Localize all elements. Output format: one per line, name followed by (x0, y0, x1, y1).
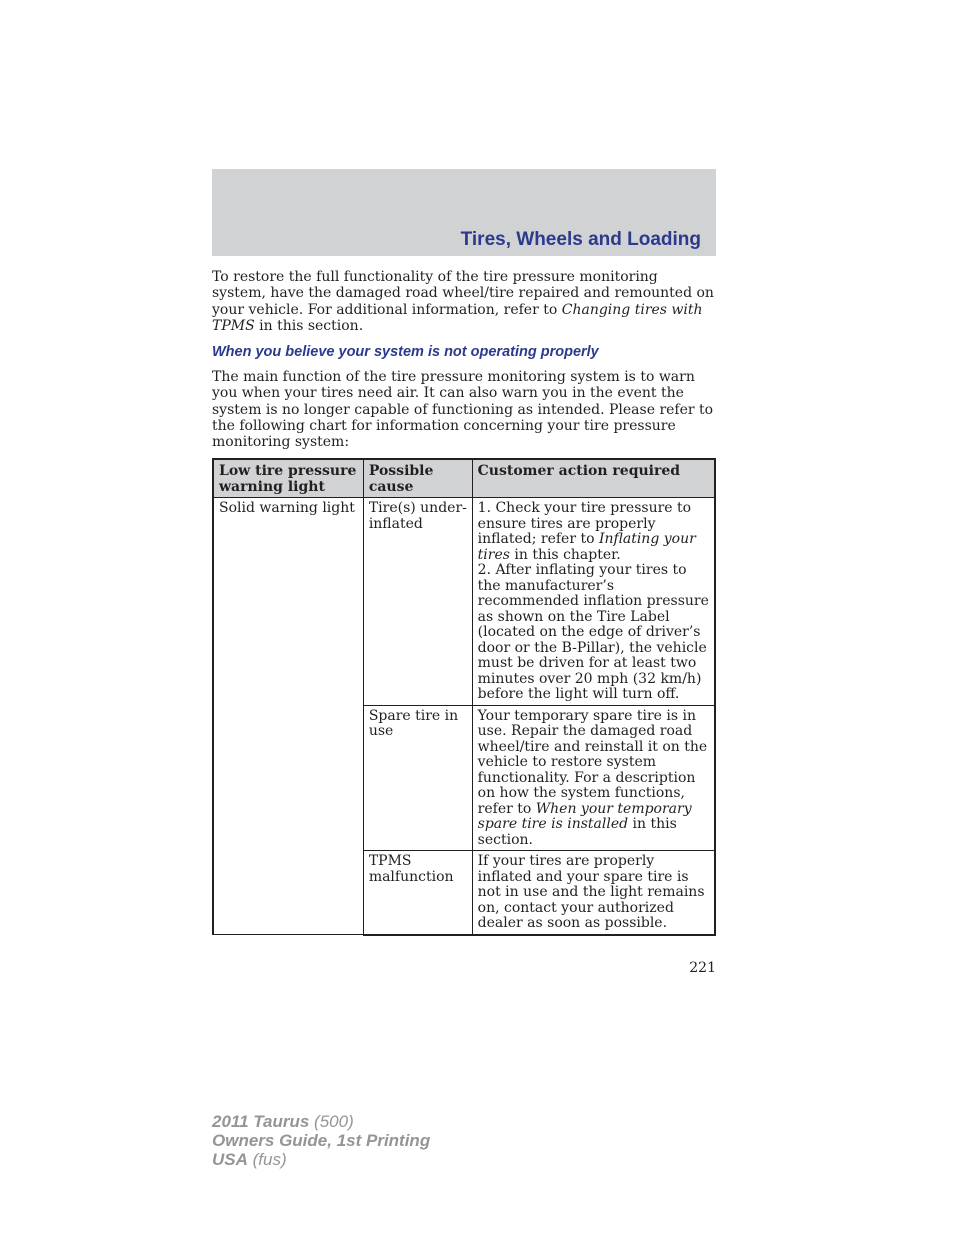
intro-reference: Changing tires with TPMS (212, 301, 703, 334)
footer (212, 1112, 430, 1169)
action-reference: When your temporary spare tire is installed (477, 800, 692, 832)
column-header: Low tire pressure warning light (213, 459, 363, 498)
page-number: 221 (689, 960, 716, 976)
action-text: in this chapter. (509, 546, 621, 563)
action-reference: Inflating your tires (477, 531, 696, 563)
body-paragraph: The main function of the tire pressure monitoring system is to warn you when your tires need air. It can also warn you in the event the system is no longer capable of functioning as intended. Please refer to the following chart for information concerning your tire pressure monitoring system: (212, 369, 714, 451)
action-cell (472, 498, 715, 706)
footer-market-code: (fus) (247, 1150, 287, 1169)
action-text: 2. After inflating your tires to the manufacturer’s recommended inflation pressure as shown on the Tire Label (located on the edge of driver’s door or the B-Pillar), the vehicle must be driven for at least two minutes over 20 mph (32 km/h) before the light will turn off. (477, 562, 709, 702)
footer-guide: Owners Guide, 1st Printing (212, 1131, 431, 1150)
footer-market: USA (212, 1150, 248, 1169)
subheading: When you believe your system is not operating properly (212, 344, 599, 360)
action-text: in this section. (477, 816, 677, 848)
column-header: Customer action required (472, 459, 715, 498)
light-state-cell: Solid warning light (213, 498, 363, 935)
action-text: 1. Check your tire pressure to ensure tires are properly inflated; refer to (477, 500, 692, 547)
footer-line (212, 1112, 430, 1131)
table-row (213, 498, 715, 706)
intro-paragraph (212, 269, 716, 334)
section-header-band (212, 169, 716, 256)
table-header-row (213, 459, 715, 498)
column-header: Possible cause (363, 459, 472, 498)
intro-text-end: in this section. (254, 317, 364, 334)
cause-cell: TPMS malfunction (363, 851, 472, 935)
section-title: Tires, Wheels and Loading (460, 229, 701, 250)
cause-cell: Tire(s) under-inflated (363, 498, 472, 706)
cause-cell: Spare tire in use (363, 705, 472, 851)
intro-text: To restore the full functionality of the tire pressure monitoring system, have the damaged road wheel/tire repaired and remounted on your vehicle. For additional information, refer to (212, 269, 714, 318)
action-text: If your tires are properly inflated and your spare tire is not in use and the light remains on, contact your authorized dealer as soon as possible. (477, 853, 705, 931)
action-cell (472, 705, 715, 851)
footer-model: 2011 Taurus (212, 1112, 310, 1131)
action-text: Your temporary spare tire is in use. Repair the damaged road wheel/tire and reinstall it on the vehicle to restore system functionality. For a description on how the system functions, refer to (477, 707, 708, 817)
footer-model-code: (500) (309, 1112, 354, 1131)
tpms-chart-table (212, 458, 716, 936)
action-cell (472, 851, 715, 935)
footer-line (212, 1131, 430, 1150)
footer-line (212, 1150, 430, 1169)
